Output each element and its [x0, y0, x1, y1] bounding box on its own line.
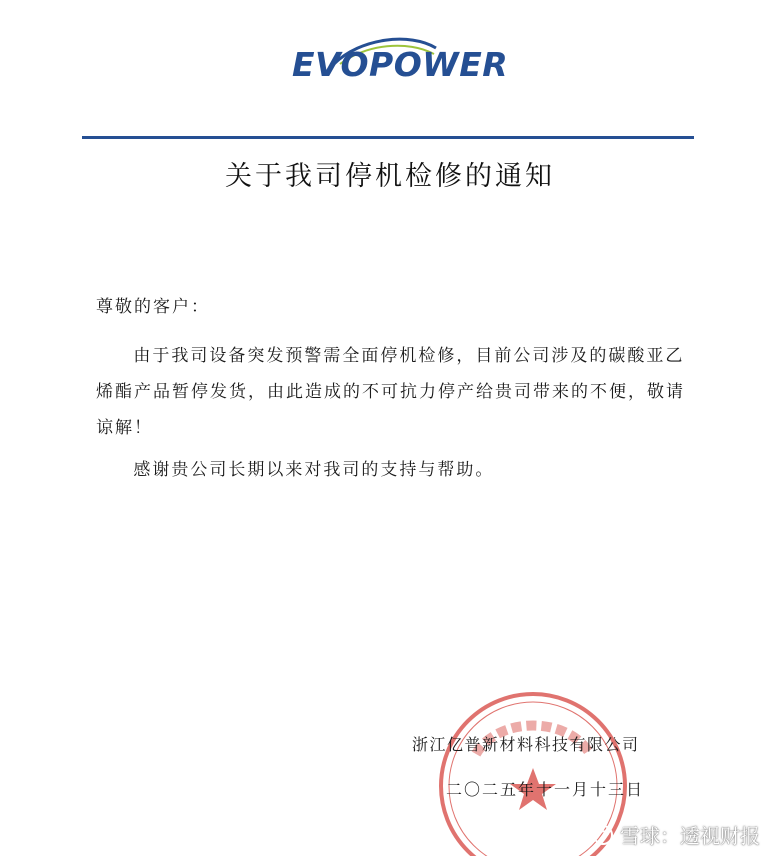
signature-date: 二〇二五年十一月十三日: [446, 780, 645, 799]
letterhead: [0, 0, 780, 140]
signature-company: 浙江亿普新材料科技有限公司: [412, 735, 640, 754]
paragraph: 由于我司设备突发预警需全面停机检修，目前公司涉及的碳酸亚乙烯酯产品暂停发货，由此造成的不可抗力停产给贵司带来的不便，敬请谅解！: [96, 346, 685, 438]
salutation: 尊敬的客户：: [96, 297, 210, 317]
header-divider: [82, 136, 694, 139]
company-logo: EVOPOWER: [292, 45, 509, 84]
watermark: [592, 820, 760, 849]
watermark-text: 雪球：透视财报: [620, 824, 760, 848]
paragraph: 感谢贵公司长期以来对我司的支持与帮助。: [133, 460, 495, 480]
notice-body: [96, 338, 696, 494]
snowball-icon: [592, 824, 614, 846]
page-title: 关于我司停机检修的通知: [225, 161, 555, 192]
